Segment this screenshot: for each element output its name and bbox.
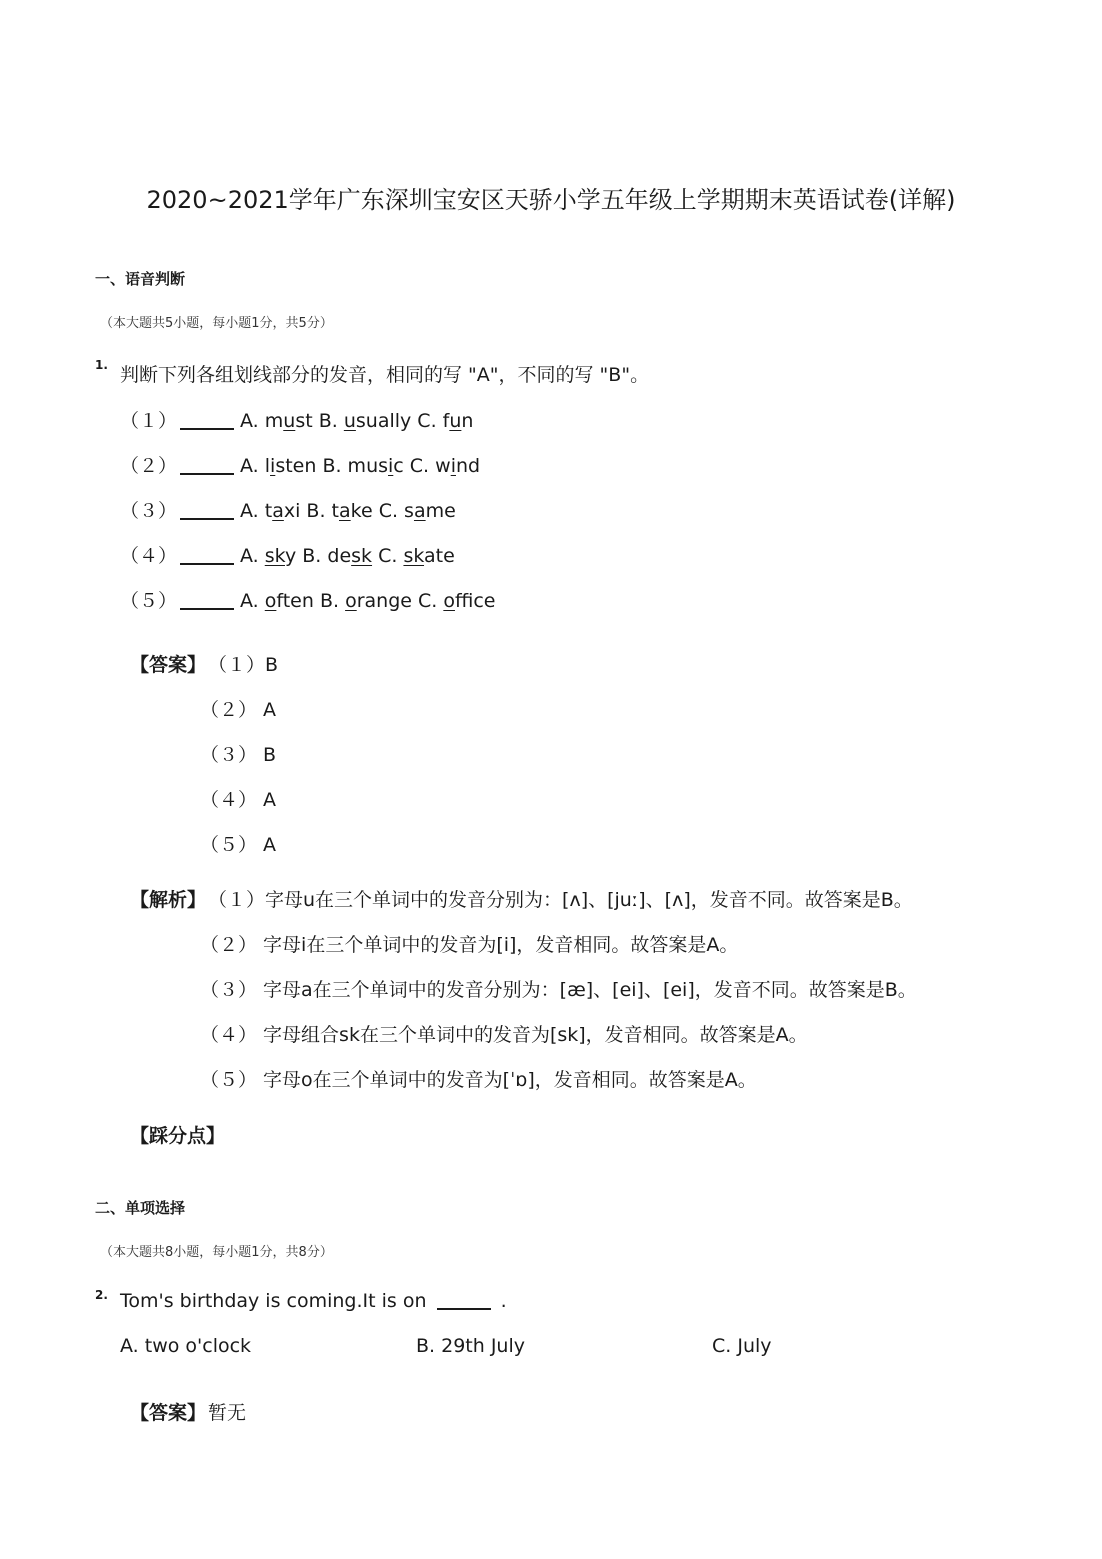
- option-text: sually: [355, 410, 412, 432]
- underlined-letters: i: [450, 455, 456, 477]
- analysis-line: （１）字母u在三个单词中的发音分别为：[ʌ]、[juː]、[ʌ]，发音不同。故答案是B。: [208, 889, 913, 911]
- underlined-letters: i: [388, 455, 394, 477]
- answer-blank[interactable]: [437, 1290, 491, 1310]
- answer-blank[interactable]: [180, 455, 234, 475]
- option-text: me: [425, 500, 456, 522]
- points-label: 【踩分点】: [130, 1125, 226, 1147]
- option-text: ften: [276, 590, 314, 612]
- section-heading: 二、单项选择: [95, 1199, 186, 1217]
- item-row: [120, 406, 473, 433]
- item-row: [120, 541, 455, 568]
- section-note: （本大题共8小题，每小题1分，共8分）: [100, 1245, 333, 1260]
- option-text: y: [284, 545, 297, 567]
- answer-label: 【答案】: [130, 654, 207, 676]
- analysis-line: （３） 字母a在三个单词中的发音分别为：[æ]、[ei]、[ei]，发音不同。故答案是B。: [200, 979, 917, 1001]
- underlined-letters: sk: [403, 545, 425, 567]
- item-label: （２）: [120, 455, 178, 477]
- analysis-line: （２） 字母i在三个单词中的发音为[i]，发音相同。故答案是A。: [200, 934, 739, 956]
- option-text: nd: [455, 455, 481, 477]
- item-row: [120, 586, 495, 613]
- item-label: （５）: [120, 590, 178, 612]
- item-label: （１）: [120, 410, 178, 432]
- question-text-start: Tom's birthday is coming.It is on: [120, 1290, 427, 1312]
- option-b[interactable]: B. 29th July: [416, 1335, 525, 1357]
- option-text: ffice: [454, 590, 496, 612]
- option-text: c: [393, 455, 404, 477]
- answer-line: （３） B: [200, 744, 277, 766]
- underlined-letters: o: [345, 590, 357, 612]
- question-number: 1.: [95, 358, 108, 372]
- question-text: 判断下列各组划线部分的发音，相同的写 "A"，不同的写 "B"。: [120, 364, 650, 386]
- option-text: C. s: [372, 500, 414, 522]
- option-text: B.: [312, 410, 344, 432]
- item-row: [120, 451, 480, 478]
- underlined-letters: u: [449, 410, 462, 432]
- item-label: （３）: [120, 500, 178, 522]
- option-text: A.: [240, 590, 265, 612]
- item-label: （４）: [120, 545, 178, 567]
- answer-line: （２） A: [200, 699, 277, 721]
- underlined-letters: sk: [351, 545, 373, 567]
- analysis-line: （５） 字母o在三个单词中的发音为[ˈɒ]，发音相同。故答案是A。: [200, 1069, 757, 1091]
- section-note: （本大题共5小题，每小题1分，共5分）: [100, 316, 333, 331]
- option-text: B. mus: [316, 455, 389, 477]
- answer-line: （１）B: [208, 654, 279, 676]
- option-text: ate: [424, 545, 455, 567]
- answer-text: 暂无: [208, 1402, 247, 1424]
- analysis-line: （４） 字母组合sk在三个单词中的发音为[sk]，发音相同。故答案是A。: [200, 1024, 808, 1046]
- option-c[interactable]: C. July: [712, 1335, 772, 1357]
- answer-blank[interactable]: [180, 500, 234, 520]
- option-text: ke: [350, 500, 373, 522]
- option-text: B. t: [300, 500, 339, 522]
- option-text: C.: [411, 590, 444, 612]
- item-row: [120, 496, 456, 523]
- underlined-letters: u: [283, 410, 296, 432]
- answer-label: 【答案】: [130, 1402, 207, 1424]
- question-text: [120, 1290, 507, 1312]
- question-number: 2.: [95, 1288, 108, 1302]
- underlined-letters: u: [343, 410, 356, 432]
- option-text: n: [461, 410, 474, 432]
- question-text-end: .: [500, 1290, 507, 1312]
- answer-line: （４） A: [200, 789, 277, 811]
- option-text: C. f: [411, 410, 450, 432]
- section-heading: 一、语音判断: [95, 270, 186, 288]
- underlined-letters: i: [270, 455, 276, 477]
- page-title: 2020~2021学年广东深圳宝安区天骄小学五年级上学期期末英语试卷(详解): [146, 186, 956, 214]
- underlined-letters: o: [443, 590, 455, 612]
- option-text: C. w: [403, 455, 451, 477]
- underlined-letters: a: [339, 500, 351, 522]
- option-text: A. m: [240, 410, 284, 432]
- option-text: range: [356, 590, 412, 612]
- option-text: A. l: [240, 455, 271, 477]
- underlined-letters: sk: [264, 545, 285, 567]
- answer-blank[interactable]: [180, 410, 234, 430]
- option-text: B. de: [296, 545, 352, 567]
- underlined-letters: o: [264, 590, 277, 612]
- answer-blank[interactable]: [180, 590, 234, 610]
- option-text: st: [295, 410, 313, 432]
- option-text: xi: [283, 500, 301, 522]
- option-text: A.: [240, 545, 265, 567]
- option-text: C.: [372, 545, 404, 567]
- option-text: sten: [275, 455, 317, 477]
- underlined-letters: a: [413, 500, 426, 522]
- option-a[interactable]: A. two o'clock: [120, 1335, 252, 1357]
- analysis-label: 【解析】: [130, 889, 207, 911]
- underlined-letters: a: [272, 500, 284, 522]
- option-text: B.: [313, 590, 346, 612]
- answer-blank[interactable]: [180, 545, 234, 565]
- answer-line: （５） A: [200, 834, 277, 856]
- option-text: A. t: [240, 500, 273, 522]
